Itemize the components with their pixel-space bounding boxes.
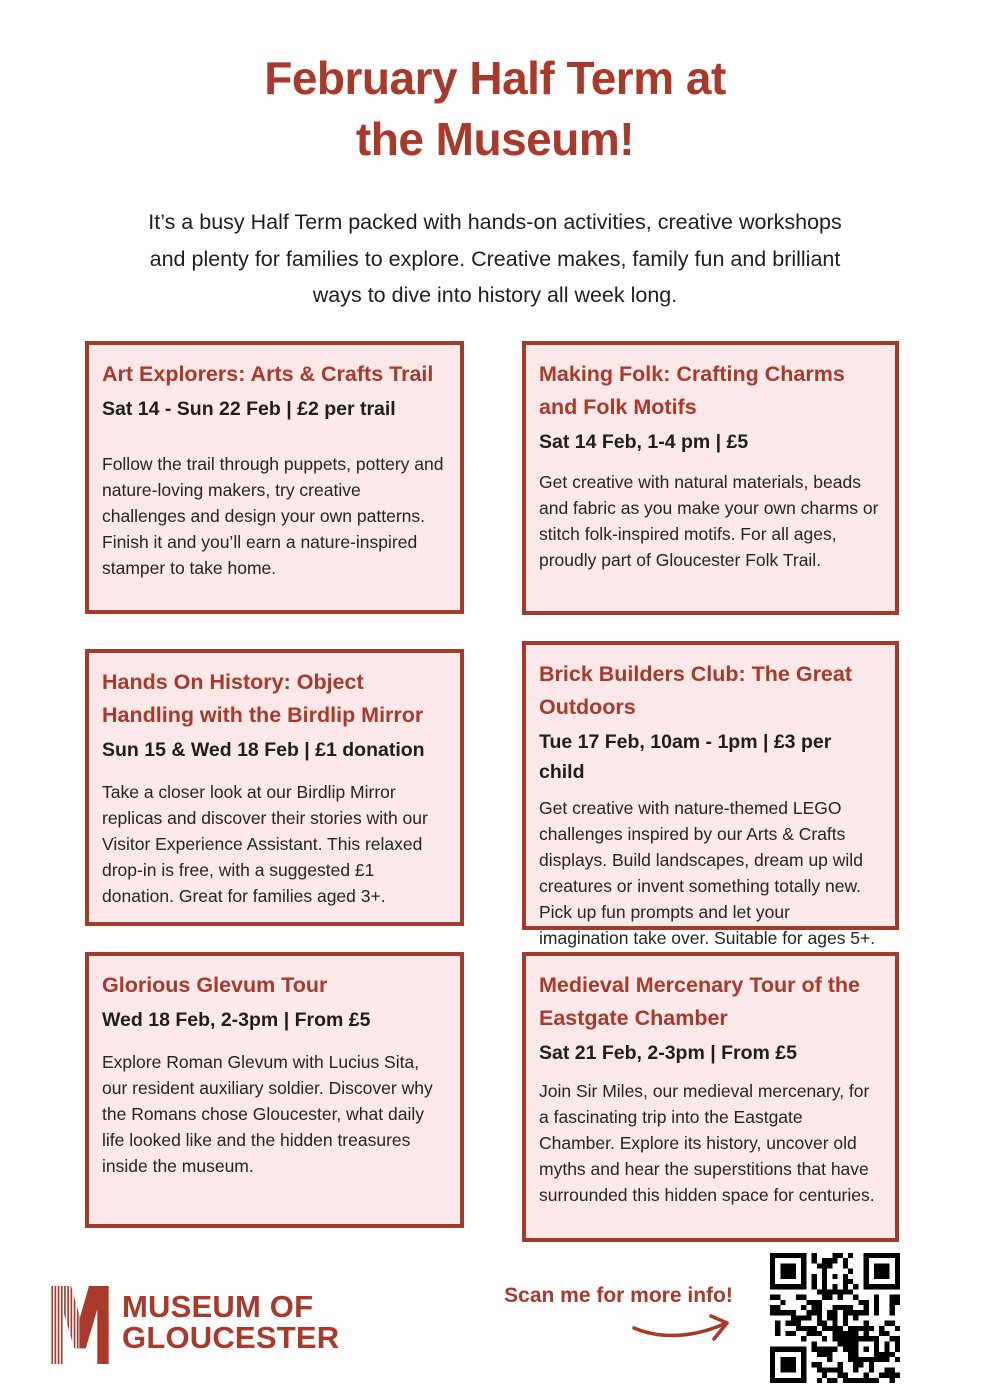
event-title: Art Explorers: Arts & Crafts Trail xyxy=(102,362,434,386)
museum-logo-text xyxy=(122,1286,339,1353)
event-title: Brick Builders Club: The Great Outdoors xyxy=(539,662,853,719)
museum-logo-line1: MUSEUM OF xyxy=(122,1289,314,1324)
page-title xyxy=(0,48,990,170)
event-description: Get creative with natural materials, beads and fabric as you make your own charms or stitch folk-inspired motifs. For all ages, proudly part of Gloucester Folk Trail. xyxy=(539,472,879,570)
qr-code xyxy=(770,1253,900,1383)
event-description: Follow the trail through puppets, pottery and nature-loving makers, try creative challenges and design your own patterns. Finish it and you’ll earn a nature-inspired stamper to take home. xyxy=(102,454,444,578)
event-card-hands-on-history xyxy=(85,649,464,926)
intro-text xyxy=(0,204,990,314)
event-card-making-folk xyxy=(522,341,899,615)
event-description: Take a closer look at our Birdlip Mirror replicas and discover their stories with our Visitor Experience Assistant. This relaxed drop-in is free, with a suggested £1 donation. Great for families aged 3+. xyxy=(102,782,428,906)
intro-line: and plenty for families to explore. Creative makes, family fun and brilliant xyxy=(149,246,841,271)
event-title: Making Folk: Crafting Charms and Folk Motifs xyxy=(539,362,845,419)
event-schedule: Sat 14 Feb, 1-4 pm | £5 xyxy=(539,431,749,453)
arrow-icon xyxy=(630,1312,734,1346)
event-description: Explore Roman Glevum with Lucius Sita, our resident auxiliary soldier. Discover why the Romans chose Gloucester, what daily life looked like and the hidden treasures inside the museum. xyxy=(102,1052,433,1176)
event-card-medieval-mercenary xyxy=(522,952,899,1242)
museum-logo-line2: GLOUCESTER xyxy=(122,1319,340,1355)
scan-cta-label: Scan me for more info! xyxy=(504,1284,733,1307)
intro-line: ways to dive into history all week long. xyxy=(312,283,678,307)
event-schedule: Sun 15 & Wed 18 Feb | £1 donation xyxy=(102,739,425,761)
event-description: Get creative with nature-themed LEGO challenges inspired by our Arts & Crafts displays. Build landscapes, dream up wild creatures or invent something totally new. Pick up fun prompts and let your imagination take over. Suitable for ages 5+. xyxy=(539,798,876,948)
page-title-line1: February Half Term at xyxy=(264,52,726,104)
event-schedule: Wed 18 Feb, 2-3pm | From £5 xyxy=(102,1009,371,1031)
event-title: Glorious Glevum Tour xyxy=(102,973,328,997)
event-card-brick-builders xyxy=(522,641,899,948)
event-schedule: Sat 14 - Sun 22 Feb | £2 per trail xyxy=(102,398,396,420)
event-card-art-explorers xyxy=(85,341,464,614)
page-title-line2: the Museum! xyxy=(355,113,635,165)
event-schedule: Sat 21 Feb, 2-3pm | From £5 xyxy=(539,1042,797,1064)
museum-logo xyxy=(48,1286,339,1364)
event-title: Hands On History: Object Handling with the Birdlip Mirror xyxy=(102,670,424,727)
event-title: Medieval Mercenary Tour of the Eastgate Chamber xyxy=(539,973,860,1030)
intro-line: It’s a busy Half Term packed with hands-on activities, creative workshops xyxy=(148,210,842,234)
event-card-glorious-glevum xyxy=(85,952,464,1228)
event-schedule: Tue 17 Feb, 10am - 1pm | £3 per child xyxy=(539,731,832,783)
event-description: Join Sir Miles, our medieval mercenary, for a fascinating trip into the Eastgate Chamber. Explore its history, uncover old myths and hear the superstitions that have surrounded this hidden space for centuries. xyxy=(539,1081,875,1205)
museum-m-logo-icon xyxy=(48,1286,112,1364)
